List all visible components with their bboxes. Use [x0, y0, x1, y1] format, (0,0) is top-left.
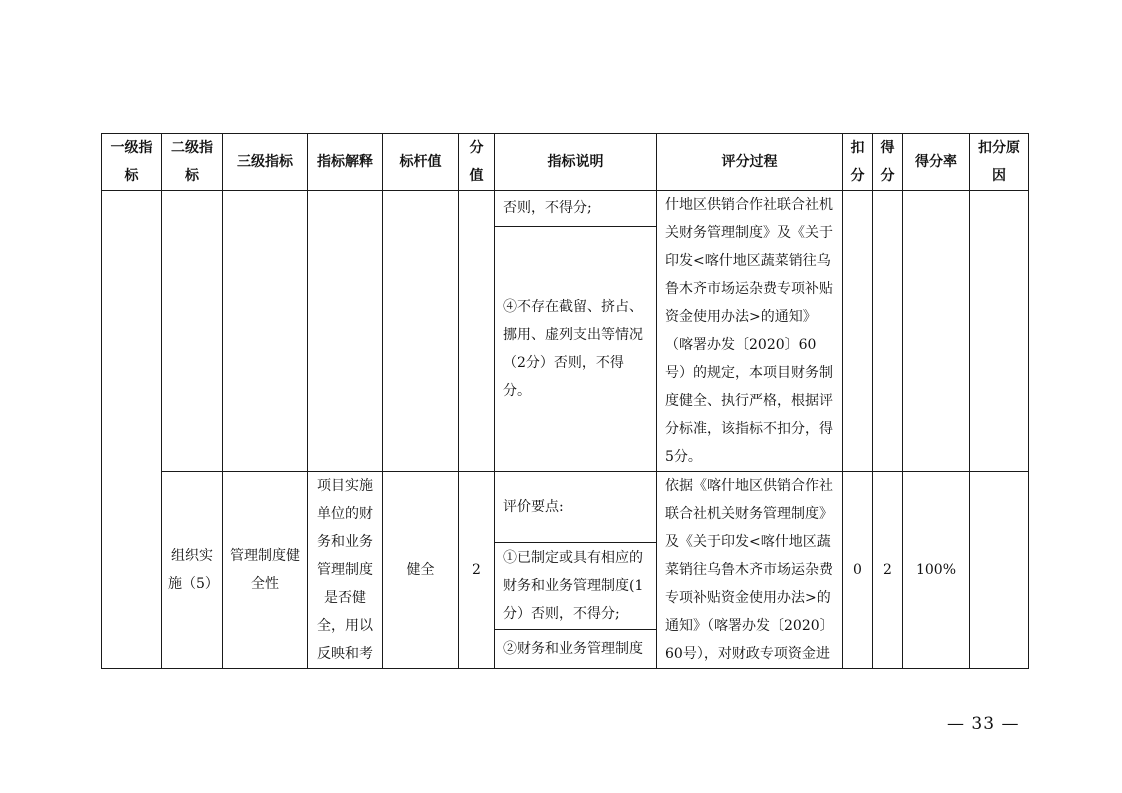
cell-level3: 管理制度健全性: [223, 472, 308, 669]
cell-level1: [102, 191, 162, 669]
process-cell: 依据《喀什地区供销合作社联合社机关财务管理制度》及《关于印发<喀什地区蔬菜销往乌鲁木齐市场运杂费专项补贴资金使用办法>的通知》（喀署办发〔2020〕60号），对财政专项资金进: [657, 472, 843, 669]
cell-benchmark: [383, 191, 459, 472]
header-desc: 指标说明: [495, 134, 657, 191]
cell-reason: [970, 472, 1029, 669]
cell-weight: 2: [459, 472, 495, 669]
cell-got: 2: [873, 472, 903, 669]
header-explain: 指标解释: [308, 134, 383, 191]
cell-deduct: 0: [843, 472, 873, 669]
cell-benchmark: 健全: [383, 472, 459, 669]
cell-explain: 项目实施单位的财务和业务管理制度是否健全，用以反映和考: [308, 472, 383, 669]
page-number: — 33 —: [947, 714, 1020, 734]
header-level1: 一级指标: [102, 134, 162, 191]
cell-reason: [970, 191, 1029, 472]
process-cell: 什地区供销合作社联合社机关财务管理制度》及《关于印发<喀什地区蔬菜销往乌鲁木齐市场运杂费专项补贴资金使用办法>的通知》（喀署办发〔2020〕60号）的规定，本项目财务制度健全、执行严格，根据评分标准，该指标不扣分，得5分。: [657, 191, 843, 472]
header-level3: 三级指标: [223, 134, 308, 191]
cell-level2: 组织实施（5）: [162, 472, 223, 669]
cell-explain: [308, 191, 383, 472]
table-row: [102, 191, 1029, 227]
table-header-row: [102, 134, 1029, 191]
desc-cell: ①已制定或具有相应的财务和业务管理制度(1分）否则，不得分;: [495, 543, 657, 630]
header-deduct: 扣分: [843, 134, 873, 191]
desc-cell: ④不存在截留、挤占、挪用、虚列支出等情况（2分）否则，不得分。: [495, 226, 657, 471]
desc-cell: 评价要点:: [495, 472, 657, 543]
header-score-weight: 分值: [459, 134, 495, 191]
cell-weight: [459, 191, 495, 472]
cell-level3: [223, 191, 308, 472]
cell-got: [873, 191, 903, 472]
evaluation-table: [101, 133, 1029, 669]
desc-cell: 否则，不得分;: [495, 191, 657, 227]
table-row: [102, 472, 1029, 543]
header-rate: 得分率: [903, 134, 970, 191]
header-level2: 二级指标: [162, 134, 223, 191]
header-got: 得分: [873, 134, 903, 191]
cell-level2: [162, 191, 223, 472]
cell-rate: 100%: [903, 472, 970, 669]
header-process: 评分过程: [657, 134, 843, 191]
header-benchmark: 标杆值: [383, 134, 459, 191]
desc-cell: ②财务和业务管理制度: [495, 630, 657, 669]
cell-rate: [903, 191, 970, 472]
cell-deduct: [843, 191, 873, 472]
header-reason: 扣分原因: [970, 134, 1029, 191]
